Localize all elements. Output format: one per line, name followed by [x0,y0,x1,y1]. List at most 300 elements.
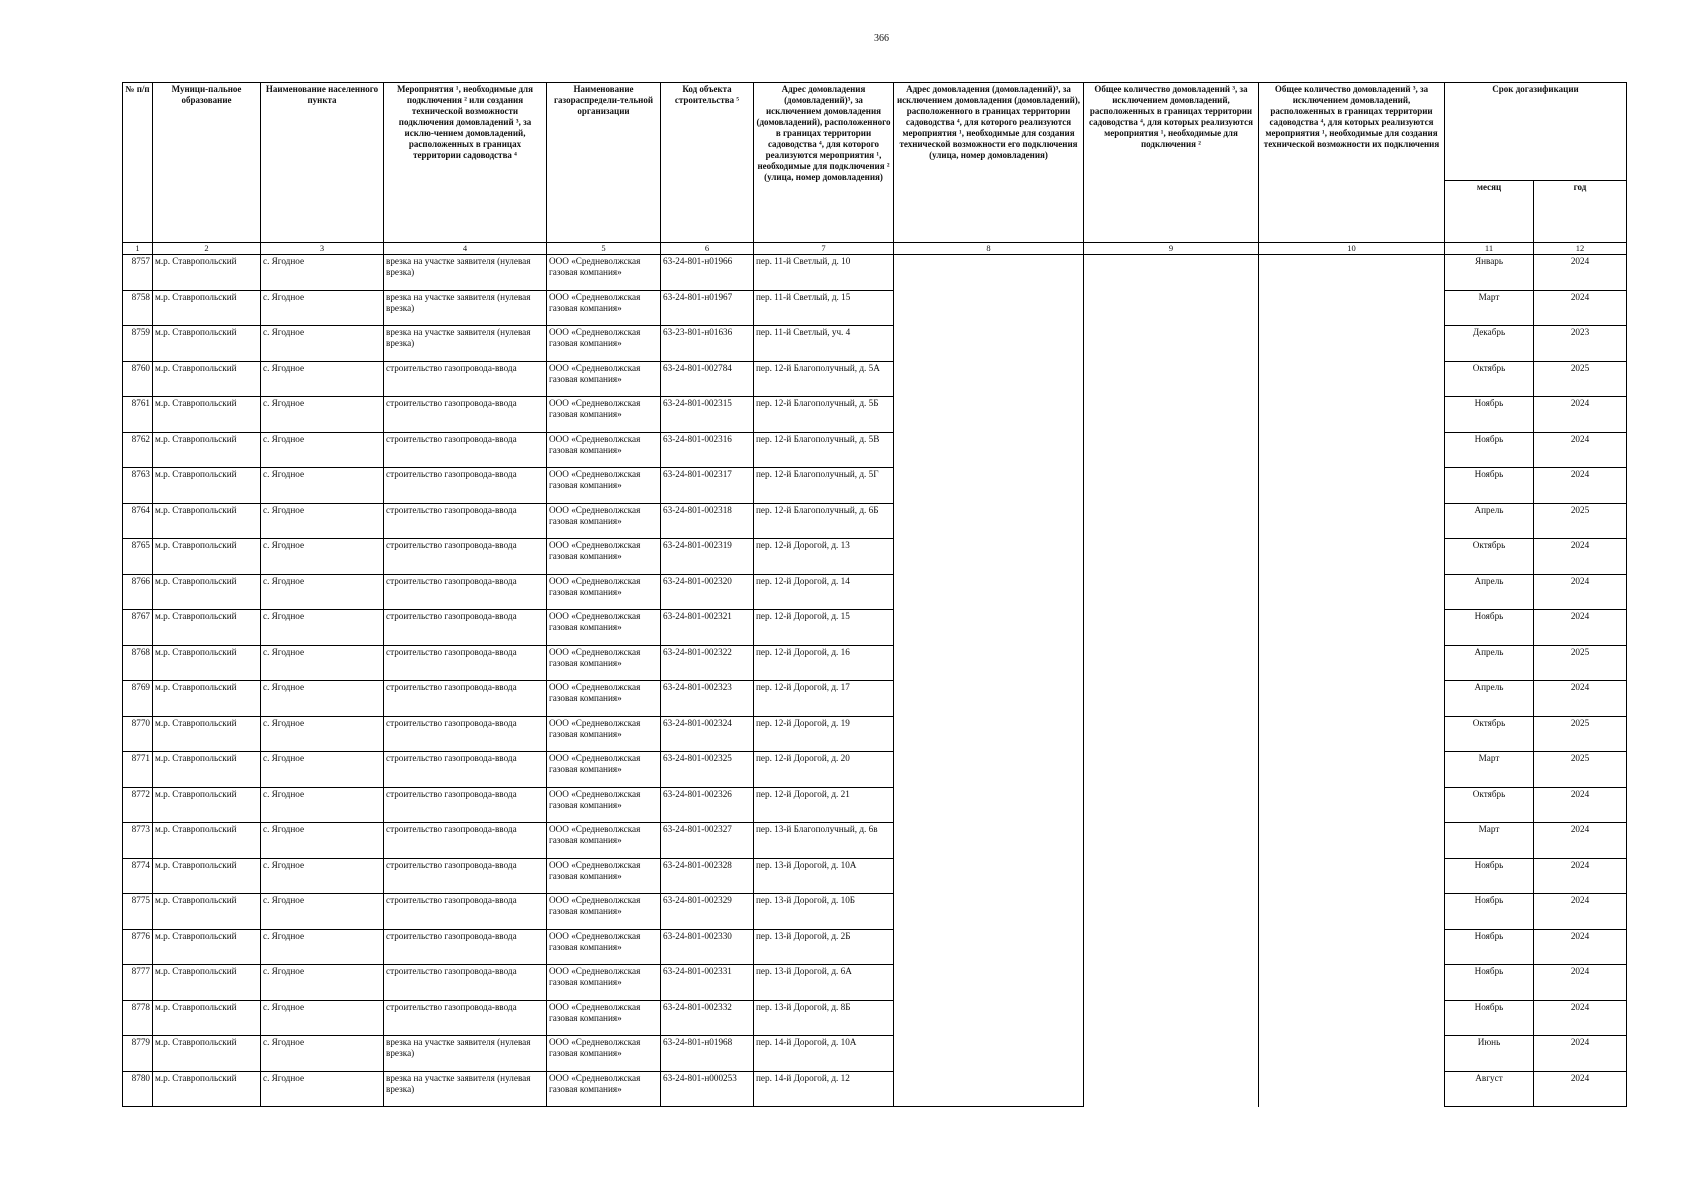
count-connection-cell [1084,681,1259,717]
object-code-cell: 63-24-801-002323 [661,681,754,717]
organization-cell: ООО «Средневолжская газовая компания» [547,1000,661,1036]
month-cell: Август [1445,1071,1534,1107]
event-cell: строительство газопровода-ввода [384,716,547,752]
month-cell: Апрель [1445,503,1534,539]
event-cell: строительство газопровода-ввода [384,361,547,397]
address-cell: пер. 13-й Дорогой, д. 6А [754,965,894,1001]
event-cell: строительство газопровода-ввода [384,823,547,859]
page-number: 366 [874,33,889,44]
table-row [123,432,1627,468]
settlement-cell: с. Ягодное [261,255,384,291]
table-row [123,681,1627,717]
header-object-code: Код объекта строительства ⁵ [661,83,754,243]
count-technical-cell [1259,787,1445,823]
year-cell: 2024 [1534,432,1627,468]
count-connection-cell [1084,645,1259,681]
municipality-cell: м.р. Ставропольский [153,432,261,468]
organization-cell: ООО «Средневолжская газовая компания» [547,965,661,1001]
municipality-cell: м.р. Ставропольский [153,929,261,965]
month-cell: Октябрь [1445,361,1534,397]
settlement-cell: с. Ягодное [261,858,384,894]
table-row [123,361,1627,397]
object-code-cell: 63-24-801-002332 [661,1000,754,1036]
row-number-cell: 8764 [123,503,153,539]
count-connection-cell [1084,752,1259,788]
count-technical-cell [1259,716,1445,752]
address-cell: пер. 11-й Светлый, д. 15 [754,290,894,326]
row-number-cell: 8763 [123,468,153,504]
header-year: год [1534,181,1627,243]
count-connection-cell [1084,716,1259,752]
count-connection-cell [1084,574,1259,610]
address-cell: пер. 13-й Благополучный, д. 6в [754,823,894,859]
header-deadline: Срок догазификации [1445,83,1627,181]
count-technical-cell [1259,752,1445,788]
month-cell: Март [1445,290,1534,326]
organization-cell: ООО «Средневолжская газовая компания» [547,929,661,965]
organization-cell: ООО «Средневолжская газовая компания» [547,1071,661,1107]
address-technical-cell [894,468,1084,504]
year-cell: 2024 [1534,539,1627,575]
year-cell: 2025 [1534,716,1627,752]
address-cell: пер. 12-й Дорогой, д. 16 [754,645,894,681]
table-body [123,255,1627,1107]
settlement-cell: с. Ягодное [261,610,384,646]
event-cell: врезка на участке заявителя (нулевая врезка) [384,1036,547,1072]
column-number: 5 [547,243,661,255]
table-row [123,858,1627,894]
address-cell: пер. 12-й Благополучный, д. 5А [754,361,894,397]
row-number-cell: 8766 [123,574,153,610]
month-cell: Ноябрь [1445,468,1534,504]
year-cell: 2024 [1534,1000,1627,1036]
organization-cell: ООО «Средневолжская газовая компания» [547,1036,661,1072]
table-row [123,503,1627,539]
year-cell: 2024 [1534,681,1627,717]
row-number-cell: 8778 [123,1000,153,1036]
row-number-cell: 8768 [123,645,153,681]
row-number-cell: 8775 [123,894,153,930]
column-number: 11 [1445,243,1534,255]
settlement-cell: с. Ягодное [261,361,384,397]
table-row [123,1071,1627,1107]
municipality-cell: м.р. Ставропольский [153,290,261,326]
row-number-cell: 8780 [123,1071,153,1107]
municipality-cell: м.р. Ставропольский [153,965,261,1001]
settlement-cell: с. Ягодное [261,539,384,575]
column-number: 12 [1534,243,1627,255]
table-row [123,787,1627,823]
month-cell: Октябрь [1445,716,1534,752]
organization-cell: ООО «Средневолжская газовая компания» [547,823,661,859]
address-technical-cell [894,894,1084,930]
organization-cell: ООО «Средневолжская газовая компания» [547,716,661,752]
organization-cell: ООО «Средневолжская газовая компания» [547,752,661,788]
month-cell: Март [1445,823,1534,859]
address-technical-cell [894,503,1084,539]
municipality-cell: м.р. Ставропольский [153,787,261,823]
settlement-cell: с. Ягодное [261,1000,384,1036]
municipality-cell: м.р. Ставропольский [153,716,261,752]
settlement-cell: с. Ягодное [261,965,384,1001]
address-cell: пер. 12-й Благополучный, д. 5В [754,432,894,468]
address-cell: пер. 11-й Светлый, д. 10 [754,255,894,291]
event-cell: строительство газопровода-ввода [384,645,547,681]
address-cell: пер. 12-й Дорогой, д. 19 [754,716,894,752]
year-cell: 2023 [1534,326,1627,362]
address-cell: пер. 11-й Светлый, уч. 4 [754,326,894,362]
event-cell: строительство газопровода-ввода [384,787,547,823]
address-technical-cell [894,716,1084,752]
row-number-cell: 8761 [123,397,153,433]
address-technical-cell [894,787,1084,823]
object-code-cell: 63-24-801-н01967 [661,290,754,326]
count-technical-cell [1259,823,1445,859]
year-cell: 2024 [1534,965,1627,1001]
object-code-cell: 63-24-801-н01968 [661,1036,754,1072]
address-technical-cell [894,681,1084,717]
header-organization: Наименование газораспредели-тельной организации [547,83,661,243]
object-code-cell: 63-24-801-002321 [661,610,754,646]
month-cell: Ноябрь [1445,929,1534,965]
table-header [123,83,1627,255]
address-technical-cell [894,1036,1084,1072]
month-cell: Ноябрь [1445,432,1534,468]
object-code-cell: 63-24-801-002317 [661,468,754,504]
event-cell: строительство газопровода-ввода [384,929,547,965]
year-cell: 2024 [1534,290,1627,326]
address-cell: пер. 12-й Дорогой, д. 15 [754,610,894,646]
table-row [123,894,1627,930]
address-cell: пер. 12-й Дорогой, д. 14 [754,574,894,610]
count-connection-cell [1084,1036,1259,1072]
settlement-cell: с. Ягодное [261,432,384,468]
address-technical-cell [894,1000,1084,1036]
object-code-cell: 63-24-801-002327 [661,823,754,859]
address-technical-cell [894,610,1084,646]
organization-cell: ООО «Средневолжская газовая компания» [547,397,661,433]
address-technical-cell [894,361,1084,397]
organization-cell: ООО «Средневолжская газовая компания» [547,503,661,539]
object-code-cell: 63-24-801-002328 [661,858,754,894]
count-connection-cell [1084,858,1259,894]
column-number: 1 [123,243,153,255]
event-cell: врезка на участке заявителя (нулевая врезка) [384,1071,547,1107]
address-cell: пер. 13-й Дорогой, д. 10А [754,858,894,894]
settlement-cell: с. Ягодное [261,290,384,326]
municipality-cell: м.р. Ставропольский [153,255,261,291]
header-events: Мероприятия ¹, необходимые для подключения ² или создания технической возможности подключения домовладений ³, за исклю-чением домовладений, расположенных в границах территории садоводства ⁴ [384,83,547,243]
count-technical-cell [1259,610,1445,646]
header-row-number: № п/п [123,83,153,243]
table-row [123,610,1627,646]
address-technical-cell [894,645,1084,681]
count-technical-cell [1259,290,1445,326]
organization-cell: ООО «Средневолжская газовая компания» [547,290,661,326]
municipality-cell: м.р. Ставропольский [153,1071,261,1107]
settlement-cell: с. Ягодное [261,823,384,859]
month-cell: Ноябрь [1445,1000,1534,1036]
event-cell: строительство газопровода-ввода [384,681,547,717]
event-cell: строительство газопровода-ввода [384,539,547,575]
settlement-cell: с. Ягодное [261,574,384,610]
count-connection-cell [1084,1000,1259,1036]
municipality-cell: м.р. Ставропольский [153,610,261,646]
count-connection-cell [1084,823,1259,859]
object-code-cell: 63-24-801-002315 [661,397,754,433]
count-technical-cell [1259,929,1445,965]
table-row [123,255,1627,291]
count-technical-cell [1259,574,1445,610]
row-number-cell: 8771 [123,752,153,788]
address-cell: пер. 12-й Дорогой, д. 13 [754,539,894,575]
object-code-cell: 63-24-801-002318 [661,503,754,539]
municipality-cell: м.р. Ставропольский [153,361,261,397]
month-cell: Январь [1445,255,1534,291]
header-address-connection: Адрес домовладения (домовладений)³, за исключением домовладения (домовладений), расположенного в границах территории садоводства ⁴, для которого реализуются мероприятия ¹, необходимые для подключения ² (улица, номер домовладения) [754,83,894,243]
address-cell: пер. 12-й Дорогой, д. 17 [754,681,894,717]
settlement-cell: с. Ягодное [261,787,384,823]
organization-cell: ООО «Средневолжская газовая компания» [547,610,661,646]
count-connection-cell [1084,1071,1259,1107]
table-row [123,290,1627,326]
column-number: 6 [661,243,754,255]
month-cell: Ноябрь [1445,894,1534,930]
municipality-cell: м.р. Ставропольский [153,645,261,681]
organization-cell: ООО «Средневолжская газовая компания» [547,326,661,362]
year-cell: 2024 [1534,787,1627,823]
row-number-cell: 8769 [123,681,153,717]
table-row [123,326,1627,362]
object-code-cell: 63-24-801-н000253 [661,1071,754,1107]
address-technical-cell [894,929,1084,965]
count-connection-cell [1084,397,1259,433]
table-row [123,965,1627,1001]
municipality-cell: м.р. Ставропольский [153,681,261,717]
count-technical-cell [1259,503,1445,539]
count-technical-cell [1259,681,1445,717]
count-technical-cell [1259,858,1445,894]
object-code-cell: 63-24-801-002319 [661,539,754,575]
address-technical-cell [894,1071,1084,1107]
month-cell: Март [1445,752,1534,788]
event-cell: строительство газопровода-ввода [384,965,547,1001]
header-count-connection: Общее количество домовладений ³, за исключением домовладений, расположенных в границах территории садоводства ⁴, для которых реализуются мероприятия ¹, необходимые для подключения ² [1084,83,1259,243]
object-code-cell: 63-24-801-002320 [661,574,754,610]
address-technical-cell [894,574,1084,610]
settlement-cell: с. Ягодное [261,1071,384,1107]
settlement-cell: с. Ягодное [261,1036,384,1072]
year-cell: 2025 [1534,503,1627,539]
month-cell: Октябрь [1445,787,1534,823]
row-number-cell: 8762 [123,432,153,468]
year-cell: 2024 [1534,894,1627,930]
column-number: 2 [153,243,261,255]
municipality-cell: м.р. Ставропольский [153,858,261,894]
address-technical-cell [894,326,1084,362]
municipality-cell: м.р. Ставропольский [153,1000,261,1036]
header-count-technical: Общее количество домовладений ³, за исключением домовладений, расположенных в границах территории садоводства ⁴, для которых реализуются мероприятия ¹, необходимые для создания технической возможности их подключения [1259,83,1445,243]
municipality-cell: м.р. Ставропольский [153,752,261,788]
count-connection-cell [1084,290,1259,326]
header-municipality: Муници-пальное образование [153,83,261,243]
event-cell: строительство газопровода-ввода [384,752,547,788]
month-cell: Апрель [1445,681,1534,717]
object-code-cell: 63-24-801-002316 [661,432,754,468]
count-connection-cell [1084,432,1259,468]
count-connection-cell [1084,610,1259,646]
count-technical-cell [1259,894,1445,930]
year-cell: 2024 [1534,574,1627,610]
month-cell: Апрель [1445,645,1534,681]
address-cell: пер. 12-й Дорогой, д. 20 [754,752,894,788]
event-cell: строительство газопровода-ввода [384,468,547,504]
event-cell: строительство газопровода-ввода [384,894,547,930]
gasification-table [122,82,1627,1107]
event-cell: строительство газопровода-ввода [384,1000,547,1036]
count-connection-cell [1084,255,1259,291]
object-code-cell: 63-24-801-002330 [661,929,754,965]
organization-cell: ООО «Средневолжская газовая компания» [547,858,661,894]
object-code-cell: 63-24-801-002325 [661,752,754,788]
address-technical-cell [894,255,1084,291]
event-cell: строительство газопровода-ввода [384,574,547,610]
count-connection-cell [1084,468,1259,504]
row-number-cell: 8760 [123,361,153,397]
year-cell: 2024 [1534,468,1627,504]
address-cell: пер. 12-й Благополучный, д. 5Г [754,468,894,504]
event-cell: строительство газопровода-ввода [384,432,547,468]
organization-cell: ООО «Средневолжская газовая компания» [547,894,661,930]
count-technical-cell [1259,539,1445,575]
column-number: 9 [1084,243,1259,255]
column-number: 7 [754,243,894,255]
address-cell: пер. 13-й Дорогой, д. 8Б [754,1000,894,1036]
address-cell: пер. 12-й Благополучный, д. 5Б [754,397,894,433]
municipality-cell: м.р. Ставропольский [153,468,261,504]
row-number-cell: 8773 [123,823,153,859]
count-technical-cell [1259,965,1445,1001]
month-cell: Июнь [1445,1036,1534,1072]
address-technical-cell [894,432,1084,468]
object-code-cell: 63-24-801-002326 [661,787,754,823]
year-cell: 2024 [1534,858,1627,894]
count-connection-cell [1084,503,1259,539]
object-code-cell: 63-24-801-002329 [661,894,754,930]
address-technical-cell [894,858,1084,894]
count-technical-cell [1259,1036,1445,1072]
table-row [123,645,1627,681]
month-cell: Ноябрь [1445,397,1534,433]
organization-cell: ООО «Средневолжская газовая компания» [547,539,661,575]
count-technical-cell [1259,1000,1445,1036]
row-number-cell: 8774 [123,858,153,894]
settlement-cell: с. Ягодное [261,503,384,539]
row-number-cell: 8770 [123,716,153,752]
settlement-cell: с. Ягодное [261,326,384,362]
count-connection-cell [1084,326,1259,362]
table-row [123,716,1627,752]
month-cell: Ноябрь [1445,858,1534,894]
organization-cell: ООО «Средневолжская газовая компания» [547,645,661,681]
object-code-cell: 63-24-801-002324 [661,716,754,752]
settlement-cell: с. Ягодное [261,929,384,965]
table-row [123,1036,1627,1072]
year-cell: 2025 [1534,645,1627,681]
event-cell: строительство газопровода-ввода [384,397,547,433]
table-row [123,397,1627,433]
object-code-cell: 63-24-801-002784 [661,361,754,397]
organization-cell: ООО «Средневолжская газовая компания» [547,787,661,823]
municipality-cell: м.р. Ставропольский [153,894,261,930]
month-cell: Апрель [1445,574,1534,610]
address-technical-cell [894,397,1084,433]
settlement-cell: с. Ягодное [261,645,384,681]
object-code-cell: 63-24-801-002331 [661,965,754,1001]
municipality-cell: м.р. Ставропольский [153,503,261,539]
organization-cell: ООО «Средневолжская газовая компания» [547,255,661,291]
count-technical-cell [1259,432,1445,468]
municipality-cell: м.р. Ставропольский [153,539,261,575]
municipality-cell: м.р. Ставропольский [153,574,261,610]
organization-cell: ООО «Средневолжская газовая компания» [547,468,661,504]
settlement-cell: с. Ягодное [261,397,384,433]
month-cell: Декабрь [1445,326,1534,362]
object-code-cell: 63-24-801-002322 [661,645,754,681]
settlement-cell: с. Ягодное [261,681,384,717]
column-number: 10 [1259,243,1445,255]
settlement-cell: с. Ягодное [261,894,384,930]
year-cell: 2024 [1534,1036,1627,1072]
year-cell: 2024 [1534,255,1627,291]
organization-cell: ООО «Средневолжская газовая компания» [547,432,661,468]
count-connection-cell [1084,929,1259,965]
organization-cell: ООО «Средневолжская газовая компания» [547,681,661,717]
table-row [123,929,1627,965]
settlement-cell: с. Ягодное [261,468,384,504]
count-technical-cell [1259,255,1445,291]
address-cell: пер. 12-й Благополучный, д. 6Б [754,503,894,539]
year-cell: 2025 [1534,361,1627,397]
count-connection-cell [1084,965,1259,1001]
column-number-row [123,243,1627,255]
month-cell: Ноябрь [1445,965,1534,1001]
address-cell: пер. 12-й Дорогой, д. 21 [754,787,894,823]
count-technical-cell [1259,397,1445,433]
table-row [123,574,1627,610]
month-cell: Октябрь [1445,539,1534,575]
year-cell: 2024 [1534,610,1627,646]
settlement-cell: с. Ягодное [261,752,384,788]
row-number-cell: 8758 [123,290,153,326]
row-number-cell: 8772 [123,787,153,823]
table-row [123,1000,1627,1036]
address-cell: пер. 13-й Дорогой, д. 2Б [754,929,894,965]
address-cell: пер. 13-й Дорогой, д. 10Б [754,894,894,930]
count-technical-cell [1259,468,1445,504]
address-cell: пер. 14-й Дорогой, д. 10А [754,1036,894,1072]
event-cell: врезка на участке заявителя (нулевая врезка) [384,326,547,362]
month-cell: Ноябрь [1445,610,1534,646]
municipality-cell: м.р. Ставропольский [153,326,261,362]
address-technical-cell [894,965,1084,1001]
header-month: месяц [1445,181,1534,243]
row-number-cell: 8777 [123,965,153,1001]
year-cell: 2024 [1534,823,1627,859]
count-connection-cell [1084,787,1259,823]
row-number-cell: 8757 [123,255,153,291]
column-number: 4 [384,243,547,255]
